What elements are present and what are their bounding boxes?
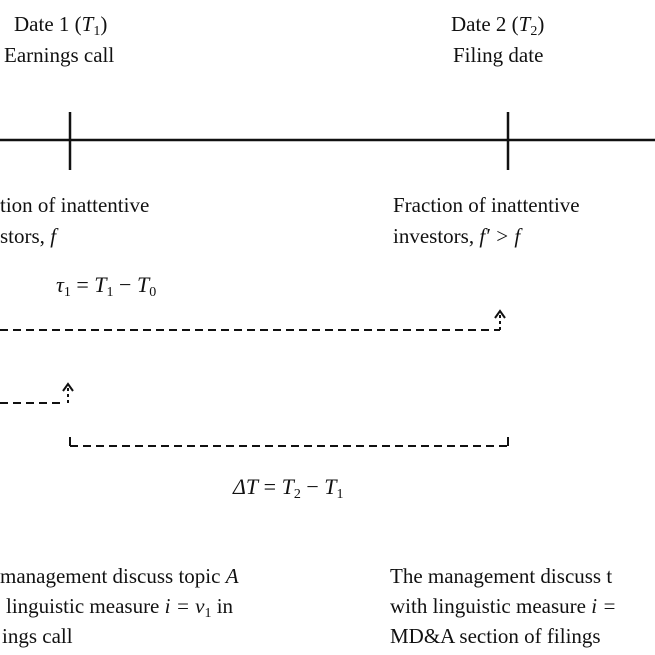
tau-equation: $\tau_1 = T_1 - T_0$ (56, 272, 157, 300)
date1-label: Earnings call (4, 43, 115, 67)
date2-label: Filing date (453, 43, 544, 67)
note1-line3: ings call (2, 624, 73, 648)
fraction1-line1: tion of inattentive (0, 193, 150, 217)
note1-line1: management discuss topic A (0, 564, 239, 588)
note2-line1: The management discuss t (390, 564, 613, 588)
note1-line2: linguistic measure $i = v_1$ in (6, 594, 234, 621)
fraction1-line2: stors, f (0, 224, 57, 248)
note2-line3: MD&A section of filings (390, 624, 601, 648)
tau-interval-arrow (0, 311, 505, 330)
date1-title: Date 1 $(T_1)$ (14, 12, 108, 39)
delta-t-equation: $\Delta T = T_2 - T_1$ (233, 474, 344, 502)
date2-title: Date 2 $(T_2)$ (451, 12, 545, 39)
note2-line2: with linguistic measure i = (390, 594, 617, 618)
fraction2-line2: investors, f′ > f (393, 224, 521, 248)
earnings-call-arrow (0, 384, 73, 403)
delta-t-bracket (70, 437, 508, 446)
fraction2-line1: Fraction of inattentive (393, 193, 580, 217)
